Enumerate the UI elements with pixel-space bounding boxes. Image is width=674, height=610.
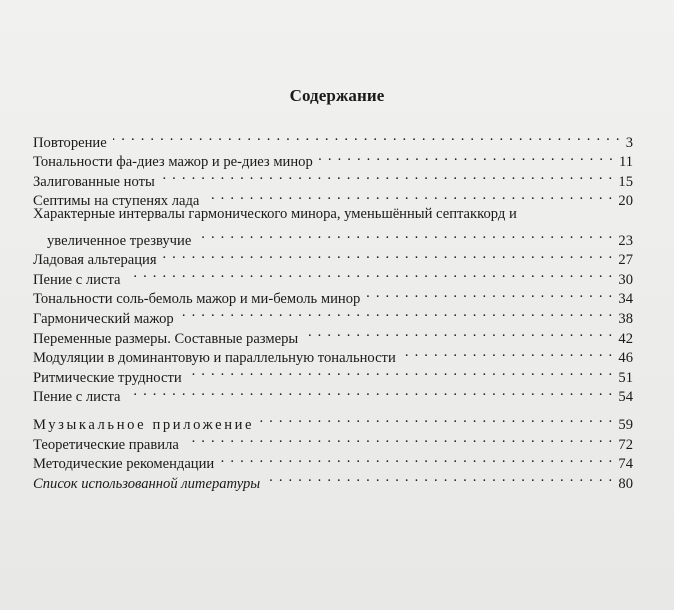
contents-heading: Содержание bbox=[289, 86, 385, 105]
dot-leader bbox=[188, 362, 614, 382]
toc-entry bbox=[33, 127, 633, 151]
toc-entry-label: Список использованной литературы bbox=[33, 475, 261, 492]
toc-entry-page: 72 bbox=[618, 436, 633, 453]
toc-entry-label: Пение с листа bbox=[33, 271, 121, 288]
toc-entry-page: 59 bbox=[618, 416, 633, 433]
toc-entry-label: Пение с листа bbox=[33, 389, 121, 406]
toc-entry-label: Тональности фа-диез мажор и ре-диез минор bbox=[33, 154, 313, 171]
dot-leader bbox=[127, 264, 614, 284]
toc-entry-page: 42 bbox=[618, 330, 633, 347]
toc-entry-page: 34 bbox=[618, 291, 633, 308]
toc-entry-label: Септимы на ступенях лада bbox=[33, 193, 200, 210]
toc-entry-label: Тональности соль-бемоль мажор и ми-бемоль минор bbox=[33, 291, 361, 308]
dot-leader bbox=[402, 343, 614, 363]
toc-entry-label: Ритмические трудности bbox=[33, 369, 182, 386]
toc-entry-label: Залигованные ноты bbox=[33, 173, 155, 190]
toc-entry-page: 46 bbox=[618, 350, 633, 367]
toc-entry-page: 11 bbox=[618, 154, 633, 171]
toc-entry-label: Музыкальное приложение bbox=[33, 416, 255, 433]
toc-entry-page: 3 bbox=[625, 134, 633, 151]
dot-leader bbox=[266, 468, 613, 488]
dot-leader bbox=[185, 429, 614, 449]
dot-leader bbox=[197, 225, 613, 245]
toc-entry bbox=[33, 147, 633, 171]
toc-entry bbox=[33, 284, 633, 308]
toc-entry-page: 54 bbox=[618, 389, 633, 406]
toc-entry-page: 15 bbox=[618, 173, 633, 190]
toc-entry-page: 51 bbox=[618, 369, 633, 386]
dot-leader bbox=[163, 245, 614, 265]
toc-entry-label: Модуляции в доминантовую и параллельную тональности bbox=[33, 350, 396, 367]
toc-entry-label: Теоретические правила bbox=[33, 436, 179, 453]
toc-entry-page: 38 bbox=[618, 310, 633, 327]
toc-entry-page: 30 bbox=[618, 271, 633, 288]
table-of-contents bbox=[33, 127, 633, 492]
dot-leader bbox=[127, 382, 614, 402]
dot-leader bbox=[220, 449, 613, 469]
toc-entry-label-first-line: Характерные интервалы гармонического минора, уменьшённый септаккорд и bbox=[33, 206, 517, 223]
section-gap bbox=[33, 401, 633, 409]
dot-leader bbox=[304, 323, 613, 343]
dot-leader bbox=[113, 127, 621, 147]
dot-leader bbox=[260, 409, 613, 429]
dot-leader bbox=[319, 147, 614, 167]
toc-entry-appendix-heading bbox=[33, 409, 633, 433]
toc-entry-page: 74 bbox=[618, 456, 633, 473]
dot-leader bbox=[205, 186, 613, 206]
toc-entry-page: 27 bbox=[618, 252, 633, 269]
dot-leader bbox=[161, 166, 614, 186]
dot-leader bbox=[180, 303, 614, 323]
toc-entry bbox=[33, 225, 633, 249]
toc-entry-label: Гармонический мажор bbox=[33, 310, 174, 327]
toc-entry-label: увеличенное трезвучие bbox=[47, 232, 192, 249]
toc-entry-label: Методические рекомендации bbox=[33, 456, 215, 473]
toc-entry-page: 80 bbox=[618, 475, 633, 492]
toc-entry-label: Переменные размеры. Составные размеры bbox=[33, 330, 299, 347]
toc-entry-page: 23 bbox=[618, 232, 633, 249]
dot-leader bbox=[366, 284, 613, 304]
toc-entry-page: 20 bbox=[618, 193, 633, 210]
toc-entry-label: Повторение bbox=[33, 134, 107, 151]
toc-entry-label: Ладовая альтерация bbox=[33, 252, 157, 269]
